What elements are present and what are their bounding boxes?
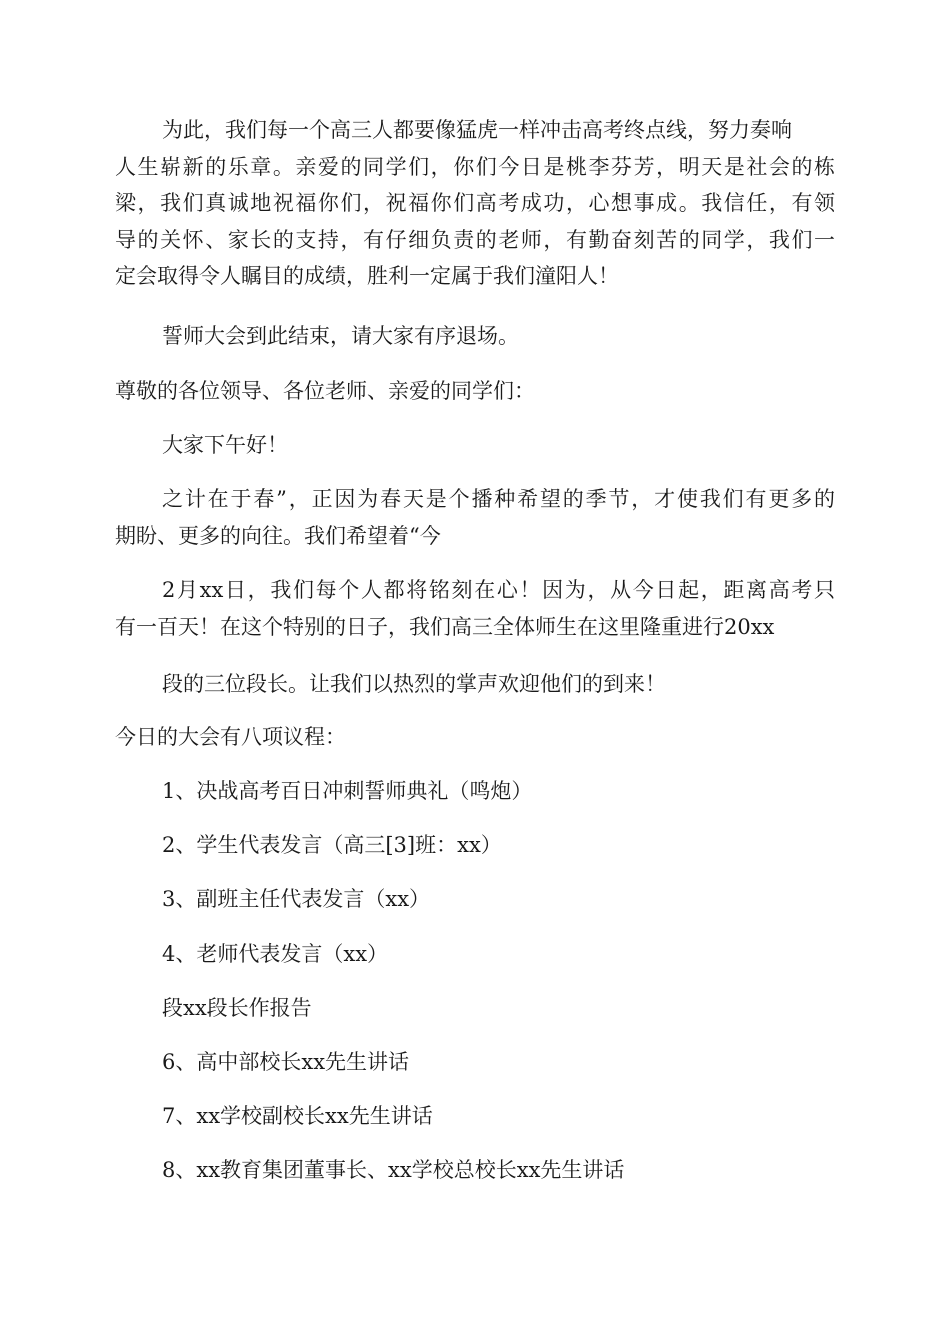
agenda-item [115,881,835,918]
agenda-item [115,936,835,973]
text-line: 段的三位段长。让我们以热烈的掌声欢迎他们的到来！ [162,672,666,696]
agenda-item [115,827,835,864]
text-line: 之计在于春”，正因为春天是个播种希望的季节，才使我们有更多的 [162,487,835,511]
text-line: 2月xx日，我们每个人都将铭刻在心！因为，从今日起，距离高考只 [162,578,835,602]
text-line: 尊敬的各位领导、各位老师、亲爱的同学们： [115,379,535,403]
text-line: 人生崭新的乐章。亲爱的同学们，你们今日是桃李芬芳，明天是社会的栋 [115,154,835,179]
text-line: 为此，我们每一个高三人都要像猛虎一样冲击高考终点线，努力奏响 [162,118,792,142]
paragraph-spring [115,481,835,554]
agenda-item [115,1044,835,1081]
text-line: 4、老师代表发言（xx） [162,942,389,966]
paragraph-dismissal [115,318,835,355]
text-line: 导的关怀、家长的支持，有仔细负责的老师，有勤奋刻苦的同学，我们一 [115,227,835,252]
text-line: 3、副班主任代表发言（xx） [162,887,431,911]
text-line: 1、决战高考百日冲刺誓师典礼（鸣炮） [162,779,533,803]
agenda-item [115,990,835,1027]
paragraph-date [115,572,835,645]
text-line: 有一百天！在这个特别的日子，我们高三全体师生在这里隆重进行20xx [115,614,775,639]
text-line: 定会取得令人瞩目的成绩，胜利一定属于我们潼阳人！ [115,264,619,289]
paragraph-closing-remarks [115,112,835,295]
text-line: 2、学生代表发言（高三[3]班：xx） [162,833,502,857]
text-line: 8、xx教育集团董事长、xx学校总校长xx先生讲话 [162,1158,625,1182]
paragraph-welcome [115,666,835,703]
agenda-item [115,1098,835,1135]
agenda-item [115,1152,835,1189]
text-line: 期盼、更多的向往。我们希望着“今 [115,523,441,548]
text-line: 誓师大会到此结束，请大家有序退场。 [162,324,519,348]
text-line: 7、xx学校副校长xx先生讲话 [162,1104,433,1128]
text-line: 6、高中部校长xx先生讲话 [162,1050,410,1074]
paragraph-agenda-intro [115,719,835,756]
text-line: 今日的大会有八项议程： [115,725,346,749]
text-line: 大家下午好！ [162,433,288,457]
paragraph-salutation [115,373,835,410]
text-line: 段xx段长作报告 [162,996,312,1020]
paragraph-greeting [115,427,835,464]
agenda-item [115,773,835,810]
text-line: 梁，我们真诚地祝福你们，祝福你们高考成功，心想事成。我信任，有领 [115,191,835,216]
